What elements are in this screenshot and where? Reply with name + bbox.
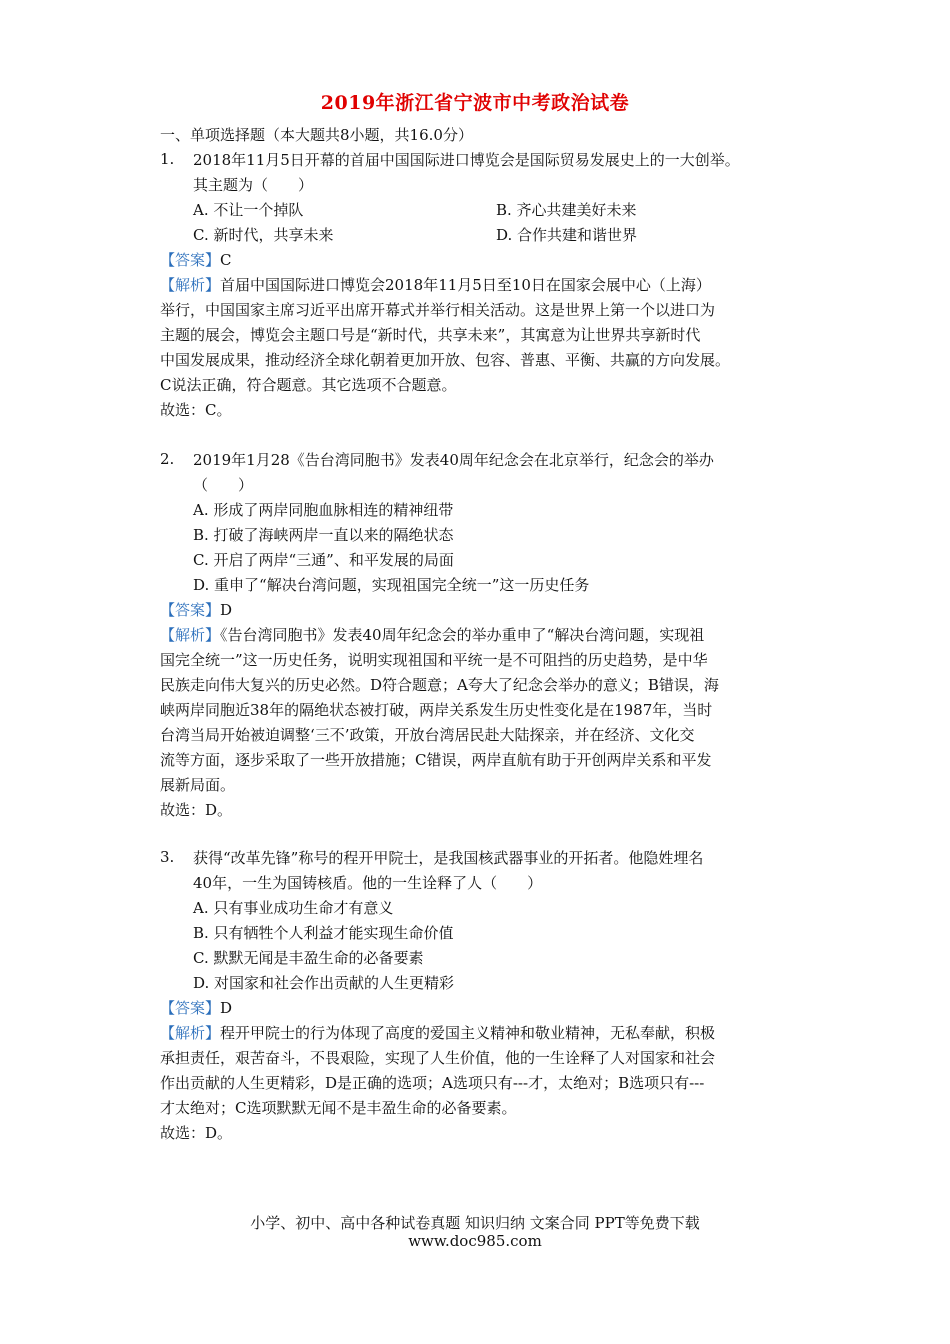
analysis-text: 展新局面。	[160, 776, 236, 794]
analysis-text: 才太绝对；C选项默默无闻不是丰盈生命的必备要素。	[160, 1099, 517, 1117]
question-number: 1.	[160, 150, 175, 168]
option-b: B. 只有牺牲个人利益才能实现生命价值	[193, 924, 454, 942]
analysis-tag: 【解析】	[160, 1024, 221, 1042]
analysis-line	[160, 275, 711, 295]
option-b: B. 打破了海峡两岸一直以来的隔绝状态	[193, 526, 454, 544]
option-d: D. 对国家和社会作出贡献的人生更精彩	[193, 974, 455, 992]
question-stem: （ ）	[193, 476, 254, 494]
answer-line	[160, 250, 232, 270]
answer-tag: 【答案】	[160, 251, 221, 269]
option-a: A. 只有事业成功生命才有意义	[193, 899, 394, 917]
option-c: C. 新时代，共享未来	[193, 226, 334, 244]
analysis-text: 中国发展成果，推动经济全球化朝着更加开放、包容、普惠、平衡、共赢的方向发展。	[160, 351, 731, 369]
page-title: 2019年浙江省宁波市中考政治试卷	[320, 92, 630, 114]
option-a: A. 不让一个掉队	[193, 201, 304, 219]
answer-tag: 【答案】	[160, 999, 221, 1017]
option-a: A. 形成了两岸同胞血脉相连的精神纽带	[193, 501, 454, 519]
section-heading: 一、单项选择题（本大题共8小题，共16.0分）	[160, 126, 473, 144]
option-d: D. 合作共建和谐世界	[496, 226, 638, 244]
analysis-text: 主题的展会，博览会主题口号是“新时代，共享未来”，其寓意为让世界共享新时代	[160, 326, 701, 344]
answer-value: C	[220, 251, 232, 269]
analysis-tag: 【解析】	[160, 626, 221, 644]
analysis-text: 程开甲院士的行为体现了高度的爱国主义精神和敬业精神，无私奉献，积极	[220, 1024, 716, 1042]
analysis-text: 峡两岸同胞近38年的隔绝状态被打破，两岸关系发生历史性变化是在1987年，当时	[160, 701, 713, 719]
footer-text: 小学、初中、高中各种试卷真题 知识归纳 文案合同 PPT等免费下载	[250, 1214, 700, 1232]
question-stem: 获得“改革先锋”称号的程开甲院士，是我国核武器事业的开拓者。他隐姓埋名	[193, 849, 704, 867]
analysis-text: C说法正确，符合题意。其它选项不合题意。	[160, 376, 457, 394]
conclusion: 故选：D。	[160, 801, 233, 819]
answer-value: D	[220, 999, 233, 1017]
question-stem: 2018年11月5日开幕的首届中国国际进口博览会是国际贸易发展史上的一大创举。	[193, 151, 740, 169]
analysis-text: 国完全统一”这一历史任务，说明实现祖国和平统一是不可阻挡的历史趋势，是中华	[160, 651, 708, 669]
analysis-text: 作出贡献的人生更精彩，D是正确的选项；A选项只有---才，太绝对；B选项只有---	[160, 1074, 705, 1092]
option-c: C. 默默无闻是丰盈生命的必备要素	[193, 949, 424, 967]
analysis-line	[160, 625, 704, 645]
analysis-line	[160, 1023, 715, 1043]
analysis-text: 首届中国国际进口博览会2018年11月5日至10日在国家会展中心（上海）	[220, 276, 711, 294]
answer-line	[160, 998, 232, 1018]
question-number: 3.	[160, 848, 175, 866]
answer-line	[160, 600, 232, 620]
question-stem: 40年，一生为国铸核盾。他的一生诠释了人（ ）	[193, 874, 543, 892]
analysis-text: 台湾当局开始被迫调整‘三不’政策，开放台湾居民赴大陆探亲，并在经济、文化交	[160, 726, 695, 744]
analysis-text: 《告台湾同胞书》发表40周年纪念会的举办重申了“解决台湾问题，实现祖	[220, 626, 705, 644]
question-stem: 2019年1月28《告台湾同胞书》发表40周年纪念会在北京举行，纪念会的举办	[193, 451, 714, 469]
option-c: C. 开启了两岸“三通”、和平发展的局面	[193, 551, 454, 569]
analysis-text: 承担责任，艰苦奋斗，不畏艰险，实现了人生价值，他的一生诠释了人对国家和社会	[160, 1049, 716, 1067]
answer-value: D	[220, 601, 233, 619]
option-b: B. 齐心共建美好未来	[496, 201, 637, 219]
analysis-text: 民族走向伟大复兴的历史必然。D符合题意；A夸大了纪念会举办的意义；B错误，海	[160, 676, 719, 694]
analysis-text: 举行，中国国家主席习近平出席开幕式并举行相关活动。这是世界上第一个以进口为	[160, 301, 716, 319]
footer-link[interactable]: www.doc985.com	[408, 1232, 542, 1250]
question-number: 2.	[160, 450, 175, 468]
conclusion: 故选：D。	[160, 1124, 233, 1142]
conclusion: 故选：C。	[160, 401, 232, 419]
answer-tag: 【答案】	[160, 601, 221, 619]
analysis-tag: 【解析】	[160, 276, 221, 294]
analysis-text: 流等方面，逐步采取了一些开放措施；C错误，两岸直航有助于开创两岸关系和平发	[160, 751, 712, 769]
option-d: D. 重申了“解决台湾问题，实现祖国完全统一”这一历史任务	[193, 576, 590, 594]
question-stem: 其主题为（ ）	[193, 176, 314, 194]
